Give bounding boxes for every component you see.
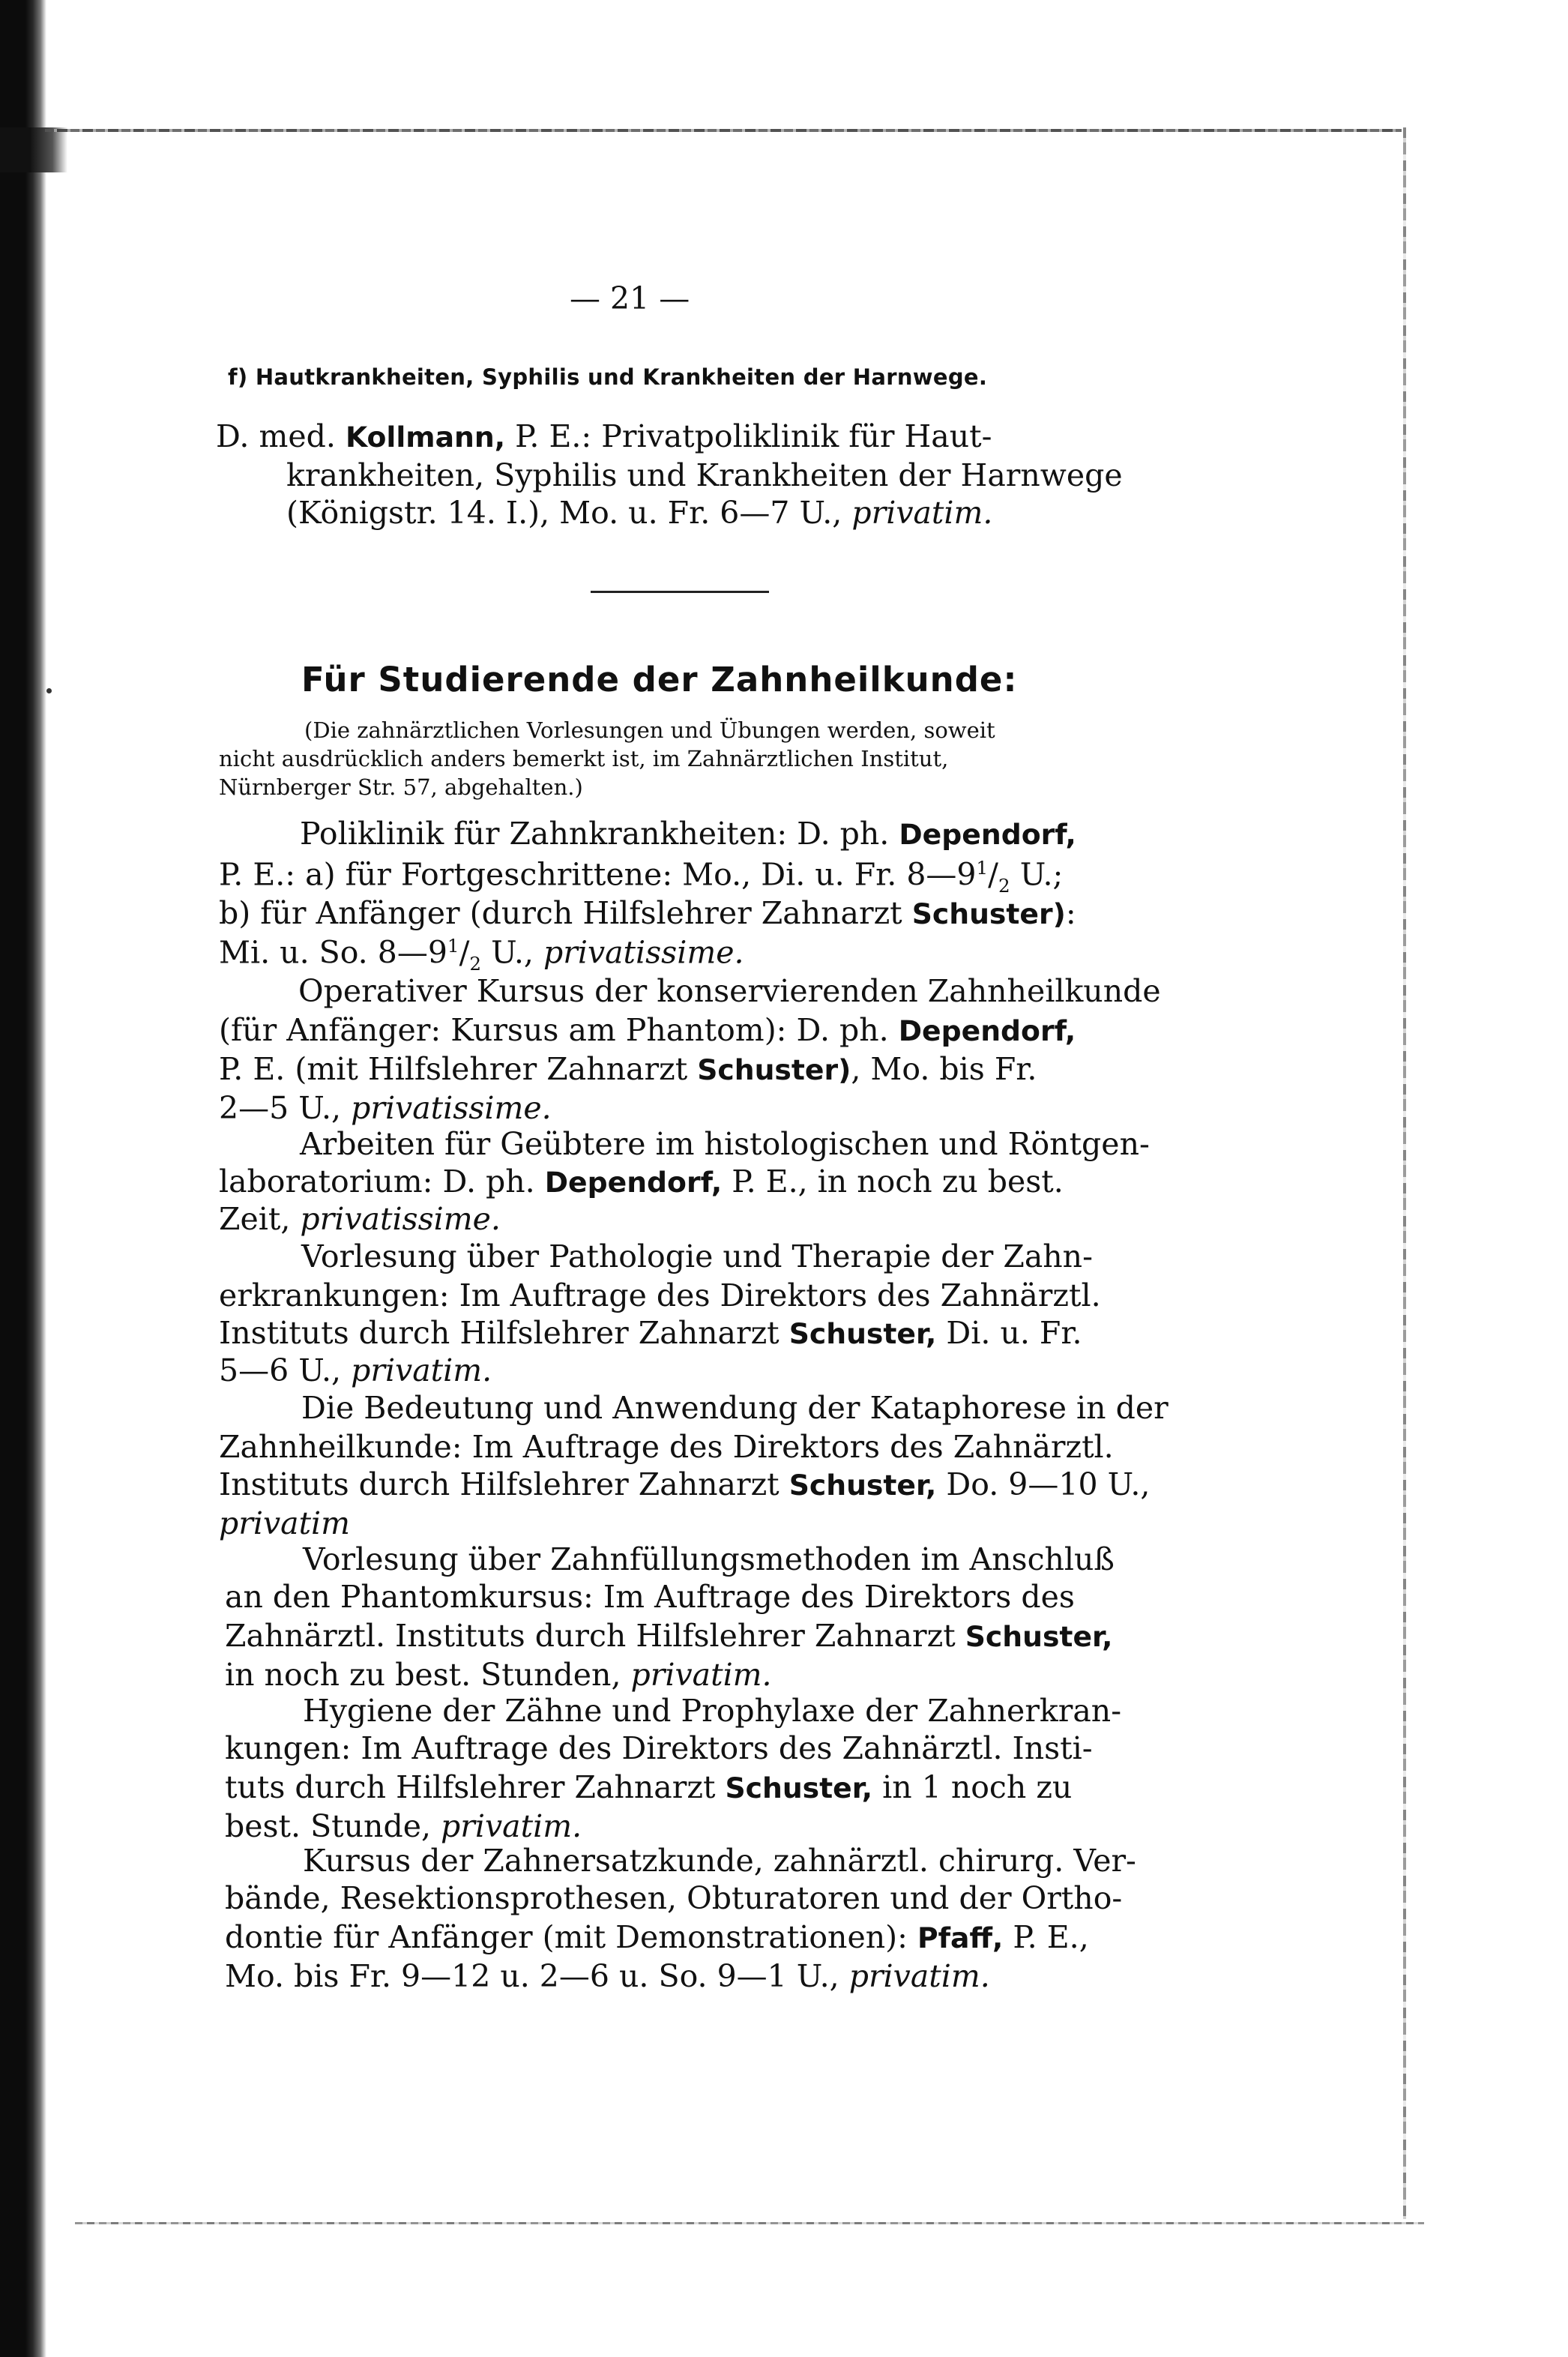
- scan-edge-top: [45, 129, 1402, 132]
- course-2-line-2: (für Anfänger: Kursus am Phantom): D. ph. Dependorf,: [219, 1012, 1076, 1048]
- course-4-line-3: Instituts durch Hilfslehrer Zahnarzt Schuster, Di. u. Fr.: [219, 1315, 1082, 1351]
- course-4-line-1: Vorlesung über Pathologie und Therapie der Zahn-: [301, 1238, 1093, 1274]
- course-2-line-4: 2—5 U., privatissime.: [219, 1090, 552, 1126]
- course-5-line-3: Instituts durch Hilfslehrer Zahnarzt Schuster, Do. 9—10 U.,: [219, 1466, 1151, 1502]
- kollmann-line-3: (Königstr. 14. I.), Mo. u. Fr. 6—7 U., privatim.: [286, 495, 993, 531]
- course-4-line-2: erkrankungen: Im Auftrage des Direktors des Zahnärztl.: [219, 1277, 1101, 1313]
- course-3-line-1: Arbeiten für Geübtere im histologischen und Röntgen-: [300, 1126, 1150, 1162]
- note-line-1: (Die zahnärztlichen Vorlesungen und Übungen werden, soweit: [304, 717, 995, 743]
- course-1-line-3: b) für Anfänger (durch Hilfslehrer Zahnarzt Schuster):: [219, 895, 1076, 931]
- course-7-line-4: best. Stunde, privatim.: [225, 1808, 582, 1844]
- course-3-line-3: Zeit, privatissime.: [219, 1201, 501, 1237]
- course-8-line-1: Kursus der Zahnersatzkunde, zahnärztl. chirurg. Ver-: [303, 1843, 1136, 1879]
- course-8-line-3: dontie für Anfänger (mit Demonstrationen): Pfaff, P. E.,: [225, 1919, 1089, 1955]
- section-f-heading: f) Hautkrankheiten, Syphilis und Krankheiten der Harnwege.: [228, 364, 988, 390]
- margin-dot: [46, 688, 52, 693]
- course-5-line-4: privatim: [219, 1505, 351, 1541]
- course-7-line-3: tuts durch Hilfslehrer Zahnarzt Schuster, in 1 noch zu: [225, 1769, 1073, 1805]
- kollmann-line-1: D. med. Kollmann, P. E.: Privatpoliklinik für Haut-: [216, 418, 992, 454]
- mode-privatim: privatim.: [851, 495, 993, 531]
- name-pfaff: Pfaff,: [917, 1921, 1004, 1954]
- course-1-line-2: P. E.: a) für Fortgeschrittene: Mo., Di. u. Fr. $8—9^1/_2$ U.;: [219, 856, 1064, 897]
- course-8-line-4: Mo. bis Fr. 9—12 u. 2—6 u. So. 9—1 U., privatim.: [225, 1958, 990, 1994]
- course-7-line-2: kungen: Im Auftrage des Direktors des Zahnärztl. Insti-: [225, 1730, 1093, 1766]
- book-binding-shadow: [0, 0, 46, 2357]
- scan-edge-right: [1403, 127, 1406, 2219]
- course-6-line-2: an den Phantomkursus: Im Auftrage des Direktors des: [225, 1579, 1075, 1615]
- course-6-line-4: in noch zu best. Stunden, privatim.: [225, 1657, 772, 1693]
- note-line-3: Nürnberger Str. 57, abgehalten.): [219, 774, 583, 800]
- course-2-line-3: P. E. (mit Hilfslehrer Zahnarzt Schuster), Mo. bis Fr.: [219, 1051, 1037, 1087]
- page-number: — 21 —: [570, 280, 690, 316]
- name-dependorf: Dependorf,: [899, 818, 1076, 851]
- course-8-line-2: bände, Resektionsprothesen, Obturatoren und der Ortho-: [225, 1880, 1123, 1916]
- name-schuster: Schuster): [911, 897, 1066, 930]
- scan-edge-bottom: [75, 2222, 1424, 2224]
- course-6-line-1: Vorlesung über Zahnfüllungsmethoden im Anschluß: [303, 1541, 1115, 1577]
- section-divider: [591, 591, 769, 593]
- kollmann-line-2: krankheiten, Syphilis und Krankheiten der Harnwege: [286, 457, 1123, 493]
- course-6-line-3: Zahnärztl. Instituts durch Hilfslehrer Zahnarzt Schuster,: [225, 1618, 1113, 1654]
- name-kollmann: Kollmann,: [345, 421, 506, 454]
- zahnheilkunde-heading: Für Studierende der Zahnheilkunde:: [301, 660, 1018, 699]
- course-7-line-1: Hygiene der Zähne und Prophylaxe der Zahnerkran-: [303, 1693, 1122, 1729]
- course-5-line-2: Zahnheilkunde: Im Auftrage des Direktors des Zahnärztl.: [219, 1429, 1114, 1465]
- binding-notch: [0, 127, 67, 172]
- course-1-line-1: Poliklinik für Zahnkrankheiten: D. ph. Dependorf,: [300, 816, 1076, 852]
- course-1-line-4: Mi. u. So. $8—9^1/_2$ U., privatissime.: [219, 934, 744, 975]
- course-5-line-1: Die Bedeutung und Anwendung der Kataphorese in der: [301, 1390, 1169, 1426]
- course-3-line-2: laboratorium: D. ph. Dependorf, P. E., in noch zu best.: [219, 1164, 1064, 1199]
- note-line-2: nicht ausdrücklich anders bemerkt ist, im Zahnärztlichen Institut,: [219, 746, 949, 771]
- course-2-line-1: Operativer Kursus der konservierenden Zahnheilkunde: [298, 973, 1161, 1009]
- course-4-line-4: 5—6 U., privatim.: [219, 1352, 492, 1388]
